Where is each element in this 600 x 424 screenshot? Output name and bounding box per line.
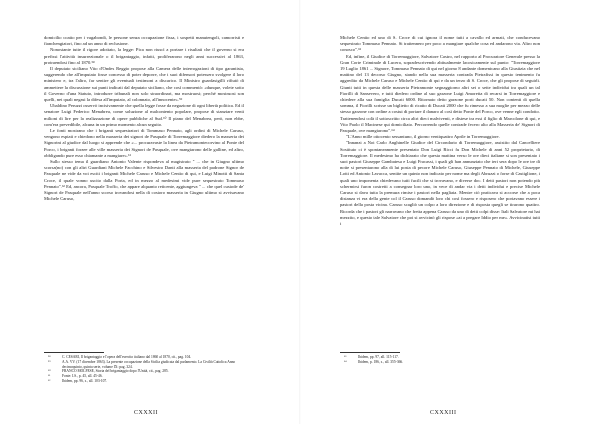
footnote-number: ⁶³	[344, 355, 347, 359]
right-paragraph: Ed, infine, il Giudice di Torremaggiore, Salvatore Castro, nel rapporto al Procuratore Generale presso la Gran Corte Criminale di Lucera, sopradescrivendo abitualmente lacosicamente sul punto: "Torremaggiore 19 Luglio 1861 ... Signore, Tommaso Pennato di qui nel giorno 8 andante domenicano alla Giustizia che nel mattino del 13 decorso Giugno, stando nella sua masseria contrada Pietrafissi in questo tenimento fu aggredito da Michele Caruso e Michele Centio di qui e da un terzo di S. Croce, che gli propose di seguirli. Giunti tutti in questa delle masseria Pietramonte segnaggiorno altri sei o sette individui tra quali un tal Fiorilli di Sansevero, e tutti diedero ordine al suo garzone Luigi Amoretta di recarsi in Torremaggiore e chiedere alla sua famiglia Ducati 6000. Ritornato detto garzone porti ducati 50. Non contenti di quella somma, il Fiorilli scrisse un biglietto di ricatto di Ducati 2000 che fu rimesso a sua moglie per mezzo delle stesso garzone con ordine a costui di portare il danaro al così detto Ponte del Porco, ove venne egli condotto. Trattenendosi colà il sottoscritto circa altri dieci malviventi, e distese tra essi il figlio di Marcolone di qui, e Vito Paolo il Macinese qui domiciliato. Percorrendo quelle contrade fecero alto alla Masseria de' Signori di Pasquale, ove mangiarono".⁶⁴	[340, 53, 540, 134]
page-number: CXXXII	[134, 410, 158, 416]
left-paragraph: Sullo stesso tema il guardiano Antonio Valente rispondeva al magistrato " ... che in Giugno ultimo scorsa(no) con gli altri Guardiani Michele Facchino e Silvestro Danti alla masseria del padrone Signor de Pasquale ne vide da voi esciti i briganti Michele Caruso e Michele Centio di qui, e Luigi Minotti di Santa Croce, il quale vonno uscito dalla Porta, ed in mezzo al medesimi vide pure sequestrato Tommaso Pennato".⁶² Ed, ancora, Pasquale Troffo, che appare alquanto reticente, aggiungeva " ... che quel custode de' Signori de Pasquale nell'anno scorso trovandosi nella di costoro masseria in Giugno ultimo si avvisavano Michele Caruso,	[44, 159, 244, 202]
footnote-text: Ibidem, pp. 96, s., all. 103-107.	[62, 378, 108, 383]
footnote	[340, 360, 540, 365]
footnote-number: ⁵⁸	[48, 355, 51, 359]
footnote-text: C. CESARI, Il brigantaggio e l'opera dell'esercito italiano dal 1860 al 1870, cit., pag. 104.	[62, 355, 192, 359]
footnote-number: ⁶⁴	[344, 359, 347, 364]
right-paragraph: "Innanzi a Noi Carlo Anghinelle Giudice del Circondario di Torremaggiore, assistito dal Cancelliere Sostituto ci è spontaneamente presentato Don Luigi Ricci fu Don Michele di anni 52 proprietario, di Torremaggiore. Il medesimo ha dichiarato che questa mattina verso le ore dieci italiane si son presentato i suoi pastori Giuseppe Gambatesa e Luigi Fracassi, i quali gli han annunziato che ieri sera dopo le ore tre di notte si presentarono alla di lui posta di pecore Michele Caruso, Giuseppe Pennato di Michele, Giuseppe Lotti ed Antonio Lavacca, sentite un quinto non indicato per nome ma degli Abruzzi o forse di Castiglione, i quali uno imponenta chiedevano tutti fucili che si trovavano, e diverse doc. I detti pastori non potendo più schermirsi furon costretti a consegnar loro uno, in vece di andar via i detti individui e precise Michele Caruso si dava tutta la premura rimise i pastori nella pagliaia. Mentre ciò praticava si accorse che a poca distanza vi era della gente col il Caruso domandò loro chi così fossero e risposero che portavano essere i pastori della posta vicina. Caruso scagliò un colpo a loro direzione e di risposta quegli se tirarono quattro. Ricorda che i pastori gli narravano che fretta appena Caruso da uno di detti colpi disse: Itali Salvatore mi hai mezzito, e questo tale Salvatore che poi si avvicinò gli rispose «ai a pregare Iddio per me». Avvicinatisi tutti i	[340, 140, 540, 227]
footnote-number: ⁶⁰	[48, 369, 51, 374]
footnote-text: A.A. VV. (17 dicembre 1863). La presente occupazione della Sicilia giudicata dal parlamento. La Civiltà Cattolica Anno decimoquinto, quinta serie, volume IX: pag. 324.	[62, 359, 236, 369]
right-body-text	[340, 35, 540, 227]
footnote-number: ⁶²	[48, 378, 51, 383]
right-footnotes	[340, 355, 540, 365]
left-paragraph: Le fonti mostrano che i briganti sequestratori di Tommaso Pennato, agli ordini di Michele Caruso, vengono espiati e chiedono nella masseria dei signori de Pasquale di Torremaggiore diedero la masseria dei Signorini al giudice dal luogo si apprende che «... procuravaste la linea da Pietramontecorvino al Ponte del Porco, i briganti forzee alle ville masseria dei Signori de Pasquale, ove mangiarono delle galline, ed altro, obbligando pure esso chiamante a mangiare».⁶¹	[44, 128, 244, 158]
footnote-divider	[340, 352, 400, 353]
footnote-text: Fonte: I.S., p. 45, all. 45-46.	[62, 374, 103, 379]
footnote-number: ⁵⁹	[48, 359, 51, 364]
right-paragraph: "L'Anno mille ottocento sessantuno, il giorno ventiquattro Aprile in Torremaggiore.	[346, 134, 500, 140]
left-paragraph: domicilio coatto per i vagabondi, le persone senza occupazione fissa, i sospetti manutengoli, camorristi e fianchengiatori, fino ad un anno di reclusione.	[44, 35, 244, 47]
footnote-text: FRANCO MOLFESE, Storia del brigantaggio dopo l'Unità, cit., pag. 285.	[62, 369, 169, 374]
footnote-number: ⁶¹	[48, 374, 51, 379]
left-paragraph: Ubaldino Peruzzi osservò incisivamente che quella legge fosse da negazione di ogni libertà politica. Ed il senatore Luigi Federico Menabrea, come soluzione al malcontento popolare, propose di stanziare venti milioni di lire per la realizzazione di opere pubbliche al Sud.⁶⁰ Il piano del Menabrea, però, non ebbe, com'era prevedibile, alcuna in un primo momento alcun seguito.	[44, 103, 244, 127]
footnote-text: Ibidem, pp. 97, all. 115-117.	[358, 355, 399, 359]
left-paragraph: Il deputato siciliano Vito d'Ondes Reggio propose alla Camera delle interrogazioni di tipo garantista, suggerendo che all'imputato fosse concesso di poter deporre, che i suoi difensori potessero svolgere il loro ministero e, tra l'altro, far sentire gli eventuali testimoni a discarico. Il Ministro guardasigilli rifiutò di ammettere la discussione sui punti indicati dal deputato siciliano, che così commentò: «dunque, volete sotto il Governo d'una Statuto, introdurre tribunali non solo straordinari, ma mostruosi; perché mostruosi son quelli, nei quali negasi la difesa all'imputato, al colonnato, all'innocente».⁵⁹	[44, 66, 244, 103]
footnote-text: Ibidem, p. 186, s., all. 355-366.	[358, 359, 404, 364]
page-number: CXXXIII	[430, 410, 457, 416]
right-paragraph: Michele Centio ed uno di S. Croce di cui ignora il nome tutti a cavallo ed armati, che conducevano sequestrato Tommaso Pennato. Si trattennero per poco a mangiare qualche cosa ed andarono via. Altro non conosco".⁶³	[340, 35, 540, 53]
left-paragraph: Nonostante tutte il rigore adottato, la legge: Pica non riuscì a portare i risultati che il governo si era prefissi l'attività insurrezionale o il brigantaggio, infatti, proliferarono negli anni successivi al 1863, protraendosi fino al 1870.⁵⁸	[44, 47, 244, 65]
